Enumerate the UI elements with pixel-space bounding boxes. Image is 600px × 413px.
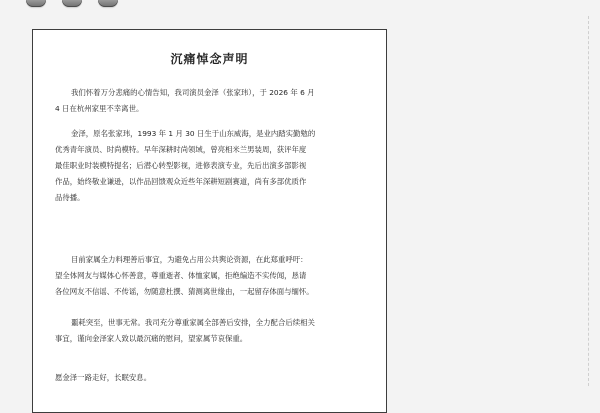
paragraph-2-line-3: 最佳职业时装模特提名；后潜心转型影视，进修表演专业，先后出演多部影视 — [55, 161, 307, 170]
paragraph-2-line-2: 优秀青年演员、时尚模特。早年深耕时尚领域，曾亮相米兰男装周，获评年度 — [55, 145, 307, 154]
paragraph-4-line-2: 事宜，谨向金泽家人致以最沉痛的慰问，望家属节哀保重。 — [55, 334, 248, 343]
paragraph-1 — [55, 85, 366, 117]
document-title: 沉痛悼念声明 — [170, 52, 249, 66]
paragraph-3 — [55, 252, 366, 300]
document-page — [32, 29, 387, 413]
paragraph-4 — [55, 315, 366, 347]
paragraph-4-line-1: 噩耗突至，世事无常。我司充分尊重家属全部善后安排，全力配合后续相关 — [71, 318, 315, 327]
paragraph-3-line-3: 各位网友不信谣、不传谣，勿随意杜撰、猜测离世缘由，一起留存体面与缅怀。 — [55, 287, 314, 296]
top-toolbar-icons — [26, 0, 118, 10]
paragraph-2-line-4: 作品，始终敬业谦逊，以作品回馈观众近些年深耕短剧赛道，尚有多部优质作 — [55, 177, 307, 186]
paragraph-1-line-2: 4 日在杭州家里不幸离世。 — [55, 104, 144, 113]
toolbar-cup-icon-2[interactable] — [62, 0, 82, 7]
paragraph-2 — [55, 126, 366, 206]
paragraph-5-line-1: 愿金泽一路走好，长眠安息。 — [55, 373, 152, 382]
right-divider-line — [588, 16, 589, 386]
paragraph-5 — [55, 370, 366, 386]
paragraph-1-line-1: 我们怀着万分悲痛的心情告知，我司演员金泽（张家玮），于 2026 年 6 月 — [71, 88, 315, 97]
paragraph-2-line-1: 金泽，原名张家玮，1993 年 1 月 30 日生于山东威海，是业内踏实勤勉的 — [71, 129, 316, 138]
toolbar-cup-icon-3[interactable] — [98, 0, 118, 7]
paragraph-2-line-5: 品待播。 — [55, 193, 85, 202]
toolbar-cup-icon-1[interactable] — [26, 0, 46, 7]
paragraph-3-line-2: 望全体网友与媒体心怀善意，尊重逝者、体恤家属，拒绝编造不实传闻，恳请 — [55, 271, 307, 280]
paragraph-3-line-1: 目前家属全力料理善后事宜，为避免占用公共舆论资源，在此郑重呼吁： — [71, 255, 308, 264]
